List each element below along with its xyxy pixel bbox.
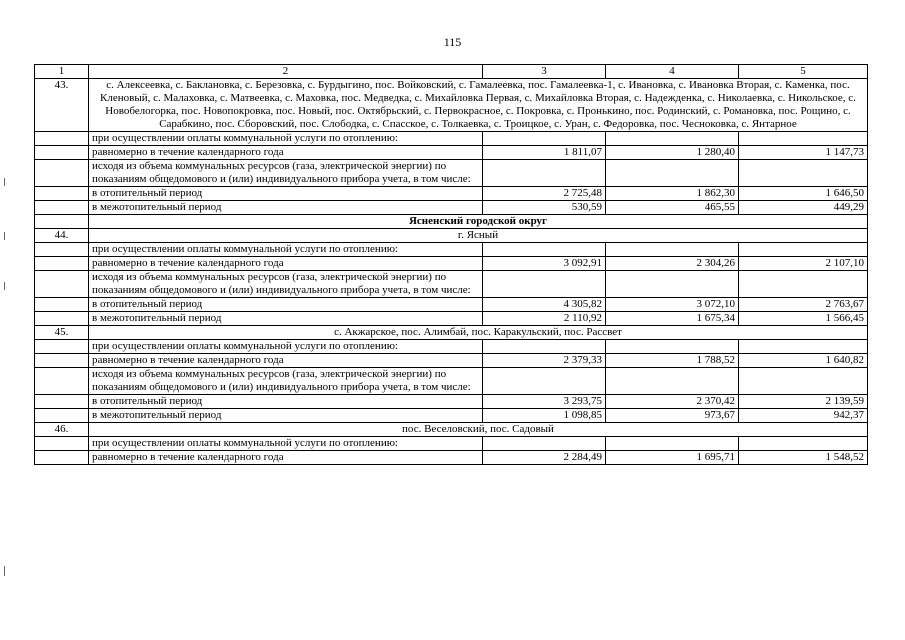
- tariff-row: [35, 298, 868, 312]
- tariff-row: [35, 146, 868, 160]
- row-number: 43.: [35, 79, 89, 132]
- value-col-4: 1 862,30: [606, 187, 739, 201]
- district-row: [35, 215, 868, 229]
- tariff-label: в межотопительный период: [89, 312, 483, 326]
- settlement-list: г. Ясный: [89, 229, 868, 243]
- value-col-4: 1 695,71: [606, 451, 739, 465]
- tariff-row: [35, 340, 868, 354]
- table-body: [35, 65, 868, 465]
- value-col-5: 449,29: [739, 201, 868, 215]
- tariff-label: в межотопительный период: [89, 409, 483, 423]
- value-col-5: 1 548,52: [739, 451, 868, 465]
- value-col-5: 1 646,50: [739, 187, 868, 201]
- tariff-row: [35, 409, 868, 423]
- tariff-row: [35, 187, 868, 201]
- value-col-3: 3 293,75: [483, 395, 606, 409]
- tariff-row: [35, 160, 868, 187]
- value-col-4: 2 370,42: [606, 395, 739, 409]
- tariff-label: при осуществлении оплаты коммунальной услуги по отоплению:: [89, 243, 483, 257]
- value-col-3: 2 110,92: [483, 312, 606, 326]
- number-cell: [35, 160, 89, 187]
- value-col-3: [483, 132, 606, 146]
- tariff-label: исходя из объема коммунальных ресурсов (газа, электрической энергии) по показаниям общедомового и (или) индивидуального прибора учета, в том числе:: [89, 271, 483, 298]
- row-number: 44.: [35, 229, 89, 243]
- tariff-label: равномерно в течение календарного года: [89, 257, 483, 271]
- value-col-3: [483, 271, 606, 298]
- header-cell: 1: [35, 65, 89, 79]
- number-cell: [35, 201, 89, 215]
- number-cell: [35, 257, 89, 271]
- value-col-4: [606, 368, 739, 395]
- tariff-table: [34, 64, 868, 465]
- tariff-label: равномерно в течение календарного года: [89, 146, 483, 160]
- value-col-5: [739, 132, 868, 146]
- value-col-3: 2 379,33: [483, 354, 606, 368]
- value-col-5: 1 640,82: [739, 354, 868, 368]
- value-col-5: 1 147,73: [739, 146, 868, 160]
- number-cell: [35, 243, 89, 257]
- tariff-row: [35, 354, 868, 368]
- value-col-4: [606, 271, 739, 298]
- value-col-3: 3 092,91: [483, 257, 606, 271]
- value-col-4: 1 788,52: [606, 354, 739, 368]
- settlement-row: [35, 229, 868, 243]
- number-cell: [35, 298, 89, 312]
- header-cell: 2: [89, 65, 483, 79]
- value-col-5: 1 566,45: [739, 312, 868, 326]
- value-col-3: 1 098,85: [483, 409, 606, 423]
- header-row: [35, 65, 868, 79]
- tariff-label: равномерно в течение календарного года: [89, 354, 483, 368]
- value-col-3: 2 725,48: [483, 187, 606, 201]
- value-col-4: [606, 437, 739, 451]
- tariff-row: [35, 368, 868, 395]
- settlement-row: [35, 423, 868, 437]
- number-cell: [35, 368, 89, 395]
- value-col-5: [739, 271, 868, 298]
- value-col-5: [739, 160, 868, 187]
- margin-mark: [4, 566, 5, 576]
- tariff-label: в отопительный период: [89, 187, 483, 201]
- settlement-row: [35, 79, 868, 132]
- margin-mark: [4, 232, 5, 240]
- value-col-5: [739, 368, 868, 395]
- value-col-4: [606, 132, 739, 146]
- value-col-4: 3 072,10: [606, 298, 739, 312]
- number-cell: [35, 146, 89, 160]
- value-col-5: 2 107,10: [739, 257, 868, 271]
- tariff-label: равномерно в течение календарного года: [89, 451, 483, 465]
- value-col-5: [739, 340, 868, 354]
- number-cell: [35, 354, 89, 368]
- number-cell: [35, 340, 89, 354]
- value-col-3: 4 305,82: [483, 298, 606, 312]
- settlement-list: с. Алексеевка, с. Баклановка, с. Березовка, с. Бурдыгино, пос. Войковский, с. Гамалеевка, пос. Гамалеевка-1, с. Ивановка, с. Ивановка Вторая, с. Каменка, пос. Кленовый, с. Малаховка, с. Матвеевка, с. Маховка, пос. Медведка, с. Михайловка Первая, с. Михайловка Вторая, с. Надежденка, с. Николаевка, с. Никольское, с. Новобелогорка, пос. Новопокровка, пос. Новый, пос. Октябрьский, с. Первокрасное, с. Покровка, с. Пронькино, пос. Родинский, с. Романовка, пос. Рощино, с. Сарабкино, пос. Сборовский, пос. Слободка, с. Спасское, с. Толкаевка, с. Троицкое, с. Уран, с. Федоровка, пос. Чесноковка, с. Янтарное: [89, 79, 868, 132]
- margin-mark: [4, 282, 5, 290]
- value-col-4: 973,67: [606, 409, 739, 423]
- district-number-cell: [35, 215, 89, 229]
- tariff-label: при осуществлении оплаты коммунальной услуги по отоплению:: [89, 340, 483, 354]
- value-col-4: [606, 160, 739, 187]
- value-col-4: 2 304,26: [606, 257, 739, 271]
- tariff-row: [35, 243, 868, 257]
- value-col-3: [483, 437, 606, 451]
- tariff-row: [35, 257, 868, 271]
- header-cell: 4: [606, 65, 739, 79]
- value-col-4: 465,55: [606, 201, 739, 215]
- tariff-row: [35, 395, 868, 409]
- number-cell: [35, 451, 89, 465]
- tariff-row: [35, 312, 868, 326]
- tariff-row: [35, 201, 868, 215]
- value-col-5: 942,37: [739, 409, 868, 423]
- value-col-4: 1 280,40: [606, 146, 739, 160]
- number-cell: [35, 187, 89, 201]
- value-col-5: [739, 437, 868, 451]
- value-col-4: [606, 243, 739, 257]
- header-cell: 5: [739, 65, 868, 79]
- settlement-row: [35, 326, 868, 340]
- tariff-row: [35, 271, 868, 298]
- row-number: 46.: [35, 423, 89, 437]
- tariff-label: исходя из объема коммунальных ресурсов (газа, электрической энергии) по показаниям общедомового и (или) индивидуального прибора учета, в том числе:: [89, 368, 483, 395]
- value-col-5: [739, 243, 868, 257]
- tariff-row: [35, 132, 868, 146]
- number-cell: [35, 271, 89, 298]
- tariff-label: при осуществлении оплаты коммунальной услуги по отоплению:: [89, 437, 483, 451]
- tariff-label: в межотопительный период: [89, 201, 483, 215]
- district-title: Ясненский городской округ: [89, 215, 868, 229]
- tariff-label: в отопительный период: [89, 298, 483, 312]
- settlement-list: с. Акжарское, пос. Алимбай, пос. Каракульский, пос. Рассвет: [89, 326, 868, 340]
- number-cell: [35, 409, 89, 423]
- tariff-row: [35, 437, 868, 451]
- number-cell: [35, 132, 89, 146]
- tariff-label: при осуществлении оплаты коммунальной услуги по отоплению:: [89, 132, 483, 146]
- tariff-label: исходя из объема коммунальных ресурсов (газа, электрической энергии) по показаниям общедомового и (или) индивидуального прибора учета, в том числе:: [89, 160, 483, 187]
- header-cell: 3: [483, 65, 606, 79]
- row-number: 45.: [35, 326, 89, 340]
- settlement-list: пос. Веселовский, пос. Садовый: [89, 423, 868, 437]
- number-cell: [35, 312, 89, 326]
- value-col-3: 2 284,49: [483, 451, 606, 465]
- number-cell: [35, 395, 89, 409]
- number-cell: [35, 437, 89, 451]
- value-col-4: [606, 340, 739, 354]
- value-col-4: 1 675,34: [606, 312, 739, 326]
- value-col-3: [483, 368, 606, 395]
- value-col-3: [483, 243, 606, 257]
- value-col-3: 530,59: [483, 201, 606, 215]
- value-col-3: 1 811,07: [483, 146, 606, 160]
- value-col-5: 2 139,59: [739, 395, 868, 409]
- value-col-3: [483, 160, 606, 187]
- margin-mark: [4, 178, 5, 186]
- value-col-3: [483, 340, 606, 354]
- value-col-5: 2 763,67: [739, 298, 868, 312]
- tariff-label: в отопительный период: [89, 395, 483, 409]
- page-number: 115: [443, 35, 462, 49]
- tariff-row: [35, 451, 868, 465]
